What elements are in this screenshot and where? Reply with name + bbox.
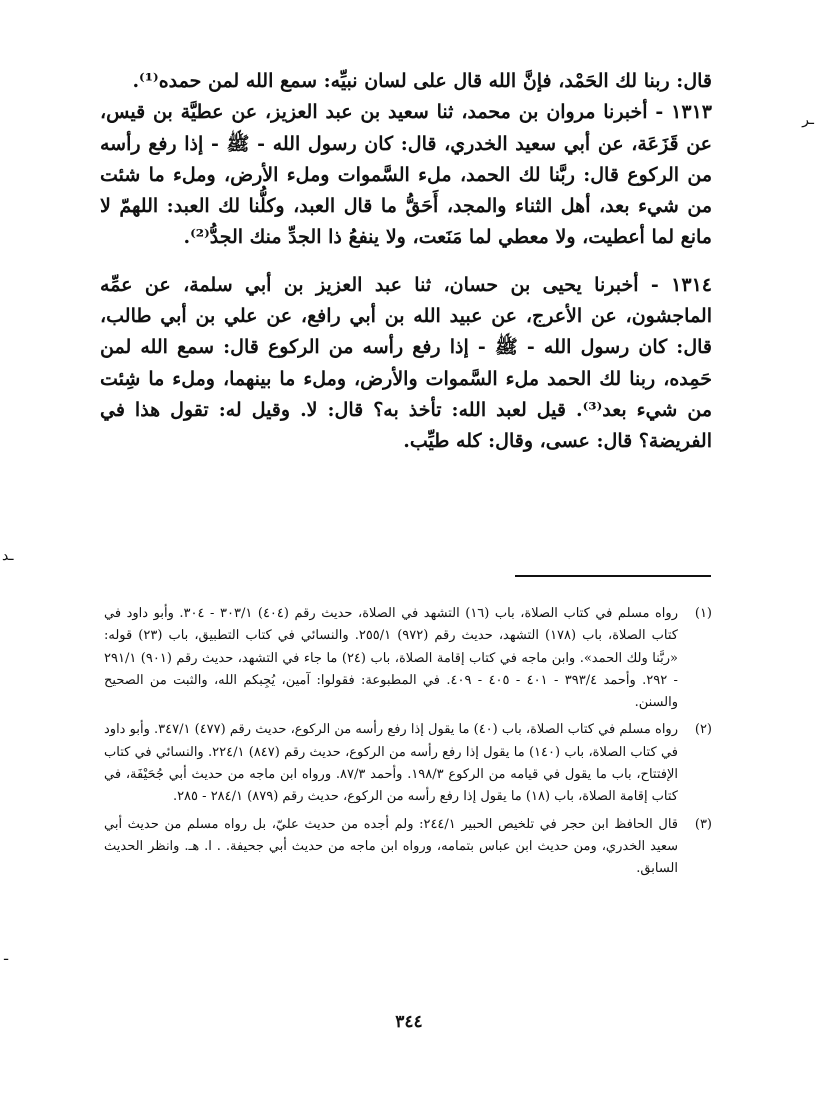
footnote-text: رواه مسلم في كتاب الصلاة، باب (١٦) التشهد في الصلاة، حديث رقم (٤٠٤) ٣٠٣/١ - ٣٠٤. وأبو داود في كتاب الصلاة، باب (١٧٨) التشهد، حديث رقم (٩٧٢) ٢٥٥/١. والنسائي في كتاب التطبيق، باب (٢٣) قوله: «ربَّنا ولك الحمد». وابن ماجه في كتاب إقامة الصلاة، باب (٢٤) ما جاء في التشهد، حديث رقم (٩٠١) ٢٩١/١ - ٢٩٢. وأحمد ٣٩٣/٤ - ٤٠١ - ٤٠٥ - ٤٠٩. في المطبوعة: فقولوا: آمين، يُجِبكم الله، والثبت من الصحيح والسنن. xyxy=(104,606,678,711)
footnote-number: (١) xyxy=(694,606,712,621)
hadith-1314: ١٣١٤ - أخبرنا يحيى بن حسان، ثنا عبد العزيز بن أبي سلمة، عن عمِّه الماجشون، عن الأعرج، عن عبيد الله بن أبي رافع، عن علي بن أبي طالب، قال: كان رسول الله - ﷺ - إذا رفع رأسه من الركوع قال: سمع الله لمن حَمِده، ربنا لك الحمد ملء السَّموات والأرض، وملء ما بينهما، وملء ما شِئت من شيء بعد⁽³⁾. قيل لعبد الله: تأخذ به؟ قال: لا. وقيل له: تقول هذا في الفريضة؟ قال: عسى، وقال: كله طيِّب. xyxy=(100,273,712,453)
footnote-1 xyxy=(104,603,712,714)
footnote-separator xyxy=(515,575,711,577)
paragraph-intro: قال: ربنا لك الحَمْد، فإنَّ الله قال على لسان نبيِّه: سمع الله لمن حمده⁽¹⁾. xyxy=(132,70,712,92)
page-number: ٣٤٤ xyxy=(395,1012,423,1032)
footnotes xyxy=(104,603,712,886)
hadith-1313: ١٣١٣ - أخبرنا مروان بن محمد، ثنا سعيد بن عبد العزيز، عن عطيَّة بن قيس، عن قَزَعَة، عن أبي سعيد الخدري، قال: كان رسول الله - ﷺ - إذا رفع رأسه من الركوع قال: ربَّنا لك الحمد، ملء السَّموات وملء الأرض، وملء ما شئت من شيء بعد، أهل الثناء والمجد، أَحَقُّ ما قال العبد، وكلُّنا لك العبد: اللهمّ لا مانع لما أعطيت، ولا معطي لما مَنَعت، ولا ينفعُ ذا الجدِّ منك الجدُّ⁽²⁾. xyxy=(100,101,712,249)
margin-mark-top-right: ـر xyxy=(802,112,814,128)
footnote-number: (٢) xyxy=(694,722,712,738)
footnote-text: رواه مسلم في كتاب الصلاة، باب (٤٠) ما يقول إذا رفع رأسه من الركوع، حديث رقم (٤٧٧) ٣٤٧/١. وأبو داود في كتاب الصلاة، باب (١٤٠) ما يقول إذا رفع رأسه من الركوع، حديث رقم (٨٤٧) ٢٢٤/١. والنسائي في كتاب الإفتتاح، باب ما يقول في قيامه من الركوع ١٩٨/٣. وأحمد ٨٧/٣. ورواه ابن ماجه من حديث أبي جُحَيْفَة، في كتاب إقامة الصلاة، باب (١٨) ما يقول إذا رفع رأسه من الركوع، حديث رقم (٨٧٩) ٢٨٤/١ - ٢٨٥. xyxy=(104,722,678,805)
footnote-3 xyxy=(104,814,712,881)
footnote-text: قال الحافظ ابن حجر في تلخيص الحبير ٢٤٤/١: ولم أجده من حديث عليّ، بل رواه مسلم من حديث أبي سعيد الخدري، ومن حديث ابن عباس بتمامه، ورواه ابن ماجه من حديث أبي جحيفة. . ا. هـ. وانظر الحديث السابق. xyxy=(104,816,678,877)
main-text xyxy=(100,66,712,458)
margin-mark-left-middle: ـد xyxy=(2,548,14,564)
footnote-2 xyxy=(104,719,712,808)
footnote-number: (٣) xyxy=(694,816,712,832)
margin-mark-left-bottom: ـ xyxy=(4,948,9,964)
